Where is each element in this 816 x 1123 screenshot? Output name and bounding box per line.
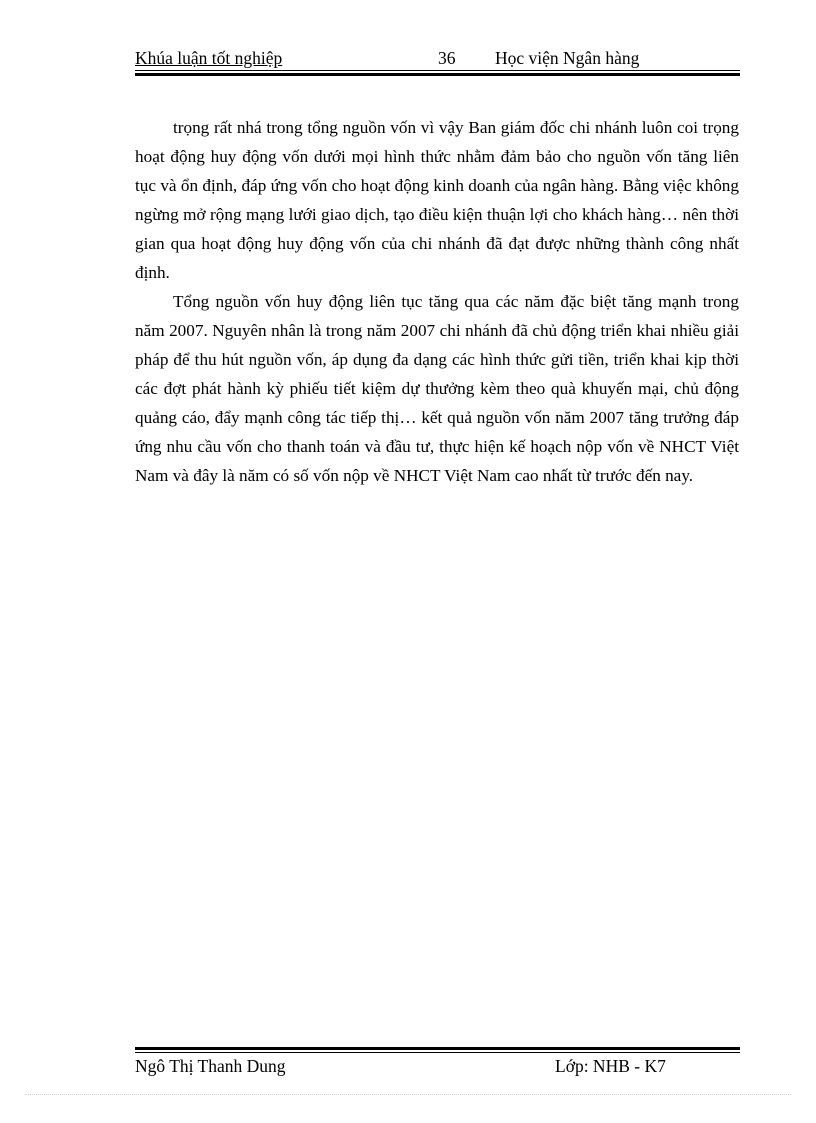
page-number: 36 — [438, 48, 456, 68]
page-footer — [135, 1056, 740, 1078]
footer-author: Ngô Thị Thanh Dung — [135, 1056, 286, 1076]
page-edge-divider — [25, 1094, 791, 1095]
header-divider — [135, 70, 740, 76]
header-institution: Học viện Ngân hàng — [495, 48, 640, 68]
header-thesis-title: Khúa luận tốt nghiệp — [135, 48, 283, 68]
paragraph: trọng rất nhá trong tổng nguồn vốn vì vậy Ban giám đốc chi nhánh luôn coi trọng hoạt động huy động vốn dưới mọi hình thức nhằm đảm bảo cho nguồn vốn tăng liên tục và ổn định, đáp ứng vốn cho hoạt động kinh doanh của ngân hàng. Bằng việc không ngừng mở rộng mạng lưới giao dịch, tạo điều kiện thuận lợi cho khách hàng… nên thời gian qua hoạt động huy động vốn của chi nhánh đã đạt được những thành công nhất định. — [135, 118, 739, 282]
paragraph: Tổng nguồn vốn huy động liên tục tăng qua các năm đặc biệt tăng mạnh trong năm 2007. Nguyên nhân là trong năm 2007 chi nhánh đã chủ động triển khai nhiều giải pháp để thu hút nguồn vốn, áp dụng đa dạng các hình thức gửi tiền, triển khai kịp thời các đợt phát hành kỳ phiếu tiết kiệm dự thưởng kèm theo quà khuyến mại, chủ động quảng cáo, đẩy mạnh công tác tiếp thị… kết quả nguồn vốn năm 2007 tăng trưởng đáp ứng nhu cầu vốn cho thanh toán và đầu tư, thực hiện kế hoạch nộp vốn về NHCT Việt Nam và đây là năm có số vốn nộp về NHCT Việt Nam cao nhất từ trước đến nay. — [135, 292, 739, 485]
footer-divider — [135, 1047, 740, 1053]
footer-class: Lớp: NHB - K7 — [555, 1056, 666, 1076]
body-text — [135, 113, 739, 490]
page-header — [135, 48, 740, 70]
